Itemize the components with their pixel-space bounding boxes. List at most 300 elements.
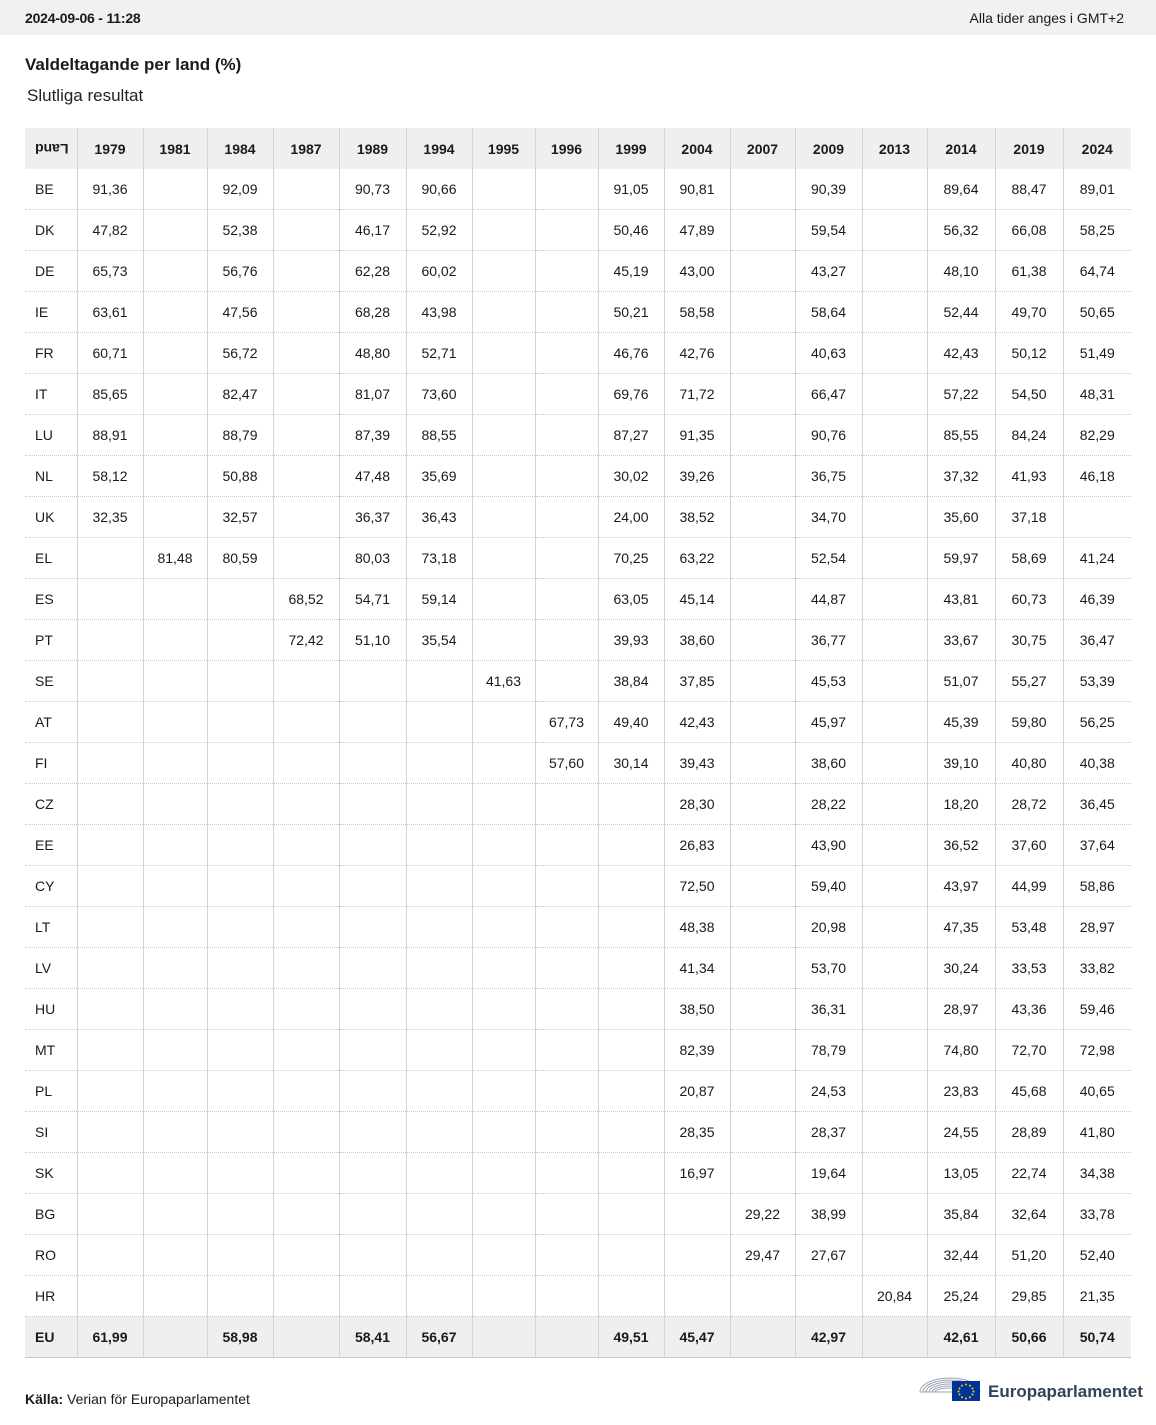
turnout-cell: 52,38 — [207, 210, 273, 251]
turnout-cell — [535, 415, 598, 456]
turnout-cell: 87,39 — [339, 415, 406, 456]
turnout-cell — [143, 292, 207, 333]
turnout-cell: 50,65 — [1063, 292, 1131, 333]
turnout-cell: 46,76 — [598, 333, 664, 374]
turnout-cell — [406, 784, 472, 825]
table-row — [25, 374, 1131, 415]
turnout-cell: 40,80 — [995, 743, 1063, 784]
turnout-cell — [795, 1276, 862, 1317]
turnout-cell — [862, 989, 927, 1030]
turnout-cell: 64,74 — [1063, 251, 1131, 292]
turnout-cell — [730, 784, 795, 825]
table-row — [25, 743, 1131, 784]
turnout-cell: 52,71 — [406, 333, 472, 374]
column-header-year: 1987 — [273, 128, 339, 169]
column-header-year: 1989 — [339, 128, 406, 169]
turnout-cell — [143, 497, 207, 538]
table-row — [25, 866, 1131, 907]
turnout-cell — [207, 1030, 273, 1071]
turnout-cell: 47,89 — [664, 210, 730, 251]
turnout-cell — [273, 497, 339, 538]
turnout-cell: 88,47 — [995, 169, 1063, 210]
turnout-cell — [862, 251, 927, 292]
turnout-cell: 80,03 — [339, 538, 406, 579]
turnout-cell — [143, 661, 207, 702]
turnout-cell — [406, 661, 472, 702]
turnout-cell: 32,44 — [927, 1235, 995, 1276]
turnout-cell — [535, 497, 598, 538]
turnout-cell — [862, 825, 927, 866]
turnout-cell: 38,84 — [598, 661, 664, 702]
turnout-cell — [406, 866, 472, 907]
turnout-cell — [535, 620, 598, 661]
turnout-cell — [77, 907, 143, 948]
turnout-cell: 63,22 — [664, 538, 730, 579]
turnout-cell: 28,22 — [795, 784, 862, 825]
turnout-cell: 48,38 — [664, 907, 730, 948]
turnout-cell — [598, 866, 664, 907]
turnout-cell: 57,60 — [535, 743, 598, 784]
turnout-cell: 51,49 — [1063, 333, 1131, 374]
turnout-cell — [273, 948, 339, 989]
turnout-cell — [862, 538, 927, 579]
turnout-cell: 52,92 — [406, 210, 472, 251]
country-code: PT — [25, 620, 77, 661]
turnout-cell — [406, 948, 472, 989]
table-row — [25, 1276, 1131, 1317]
turnout-cell — [862, 948, 927, 989]
turnout-cell: 50,12 — [995, 333, 1063, 374]
turnout-cell: 41,63 — [472, 661, 535, 702]
turnout-cell: 91,36 — [77, 169, 143, 210]
turnout-cell — [273, 907, 339, 948]
turnout-cell — [730, 415, 795, 456]
turnout-cell: 69,76 — [598, 374, 664, 415]
turnout-cell: 42,76 — [664, 333, 730, 374]
column-header-year: 2024 — [1063, 128, 1131, 169]
turnout-cell — [273, 1317, 339, 1358]
turnout-cell — [339, 1030, 406, 1071]
turnout-cell — [77, 743, 143, 784]
turnout-cell: 30,14 — [598, 743, 664, 784]
turnout-cell: 47,56 — [207, 292, 273, 333]
turnout-cell: 47,48 — [339, 456, 406, 497]
turnout-cell: 40,63 — [795, 333, 862, 374]
turnout-cell: 90,73 — [339, 169, 406, 210]
turnout-cell: 28,72 — [995, 784, 1063, 825]
turnout-cell — [472, 866, 535, 907]
table-row — [25, 989, 1131, 1030]
turnout-cell: 37,64 — [1063, 825, 1131, 866]
turnout-cell: 90,66 — [406, 169, 472, 210]
europarl-logo[interactable] — [918, 1366, 1143, 1407]
turnout-cell: 58,58 — [664, 292, 730, 333]
turnout-cell — [598, 1112, 664, 1153]
turnout-cell: 92,09 — [207, 169, 273, 210]
turnout-cell: 48,31 — [1063, 374, 1131, 415]
turnout-cell — [472, 620, 535, 661]
turnout-cell — [535, 333, 598, 374]
turnout-cell — [472, 743, 535, 784]
turnout-cell — [143, 210, 207, 251]
turnout-cell — [730, 907, 795, 948]
turnout-cell — [406, 1030, 472, 1071]
turnout-cell: 27,67 — [795, 1235, 862, 1276]
turnout-cell: 36,75 — [795, 456, 862, 497]
turnout-cell: 81,48 — [143, 538, 207, 579]
turnout-cell: 73,60 — [406, 374, 472, 415]
turnout-cell — [730, 169, 795, 210]
turnout-cell: 30,75 — [995, 620, 1063, 661]
turnout-cell: 68,28 — [339, 292, 406, 333]
turnout-cell: 60,02 — [406, 251, 472, 292]
column-header-year: 1981 — [143, 128, 207, 169]
turnout-cell — [862, 456, 927, 497]
turnout-cell: 58,86 — [1063, 866, 1131, 907]
column-header-year: 1979 — [77, 128, 143, 169]
table-header-row — [25, 128, 1131, 169]
turnout-cell — [273, 1276, 339, 1317]
turnout-cell — [273, 743, 339, 784]
turnout-cell — [535, 1194, 598, 1235]
column-header-land: Land — [25, 128, 77, 169]
turnout-cell: 51,07 — [927, 661, 995, 702]
turnout-cell: 74,80 — [927, 1030, 995, 1071]
turnout-cell: 59,54 — [795, 210, 862, 251]
turnout-cell — [207, 579, 273, 620]
turnout-cell: 91,35 — [664, 415, 730, 456]
turnout-cell — [273, 702, 339, 743]
turnout-cell — [143, 1194, 207, 1235]
turnout-cell: 45,39 — [927, 702, 995, 743]
turnout-cell: 18,20 — [927, 784, 995, 825]
turnout-cell: 36,37 — [339, 497, 406, 538]
turnout-cell — [273, 456, 339, 497]
turnout-cell: 29,47 — [730, 1235, 795, 1276]
column-header-year: 1995 — [472, 128, 535, 169]
turnout-cell: 33,67 — [927, 620, 995, 661]
country-code: HR — [25, 1276, 77, 1317]
turnout-cell: 26,83 — [664, 825, 730, 866]
turnout-cell — [472, 989, 535, 1030]
turnout-cell: 21,35 — [1063, 1276, 1131, 1317]
turnout-cell: 34,38 — [1063, 1153, 1131, 1194]
turnout-cell: 60,73 — [995, 579, 1063, 620]
turnout-cell: 53,48 — [995, 907, 1063, 948]
turnout-cell — [273, 374, 339, 415]
turnout-cell — [143, 743, 207, 784]
turnout-cell — [77, 989, 143, 1030]
turnout-cell: 70,25 — [598, 538, 664, 579]
turnout-cell — [207, 1071, 273, 1112]
country-code: AT — [25, 702, 77, 743]
turnout-cell — [77, 1153, 143, 1194]
table-row — [25, 415, 1131, 456]
turnout-cell — [862, 292, 927, 333]
turnout-cell: 45,14 — [664, 579, 730, 620]
turnout-cell: 44,87 — [795, 579, 862, 620]
turnout-cell — [406, 1153, 472, 1194]
turnout-cell — [730, 1153, 795, 1194]
turnout-cell — [598, 1071, 664, 1112]
turnout-cell — [472, 1235, 535, 1276]
turnout-cell — [273, 1153, 339, 1194]
turnout-cell: 50,74 — [1063, 1317, 1131, 1358]
turnout-cell — [598, 1153, 664, 1194]
turnout-cell: 43,90 — [795, 825, 862, 866]
country-code: FR — [25, 333, 77, 374]
turnout-cell: 36,77 — [795, 620, 862, 661]
turnout-cell: 19,64 — [795, 1153, 862, 1194]
turnout-cell — [207, 1153, 273, 1194]
turnout-cell: 88,91 — [77, 415, 143, 456]
turnout-cell: 20,98 — [795, 907, 862, 948]
turnout-cell — [664, 1235, 730, 1276]
table-row — [25, 292, 1131, 333]
table-row — [25, 169, 1131, 210]
turnout-cell: 89,64 — [927, 169, 995, 210]
turnout-cell — [339, 702, 406, 743]
turnout-cell — [143, 866, 207, 907]
turnout-cell — [143, 1112, 207, 1153]
turnout-cell — [339, 1071, 406, 1112]
turnout-cell — [730, 374, 795, 415]
turnout-cell: 59,97 — [927, 538, 995, 579]
turnout-cell: 50,88 — [207, 456, 273, 497]
turnout-cell — [535, 825, 598, 866]
turnout-cell: 56,67 — [406, 1317, 472, 1358]
turnout-cell — [472, 251, 535, 292]
turnout-cell — [273, 292, 339, 333]
turnout-cell: 22,74 — [995, 1153, 1063, 1194]
turnout-cell — [273, 169, 339, 210]
turnout-cell: 38,50 — [664, 989, 730, 1030]
turnout-cell: 30,02 — [598, 456, 664, 497]
turnout-cell — [406, 989, 472, 1030]
table-row — [25, 1030, 1131, 1071]
turnout-cell — [339, 743, 406, 784]
country-code: UK — [25, 497, 77, 538]
turnout-cell — [207, 907, 273, 948]
turnout-cell: 85,55 — [927, 415, 995, 456]
turnout-cell — [77, 702, 143, 743]
turnout-cell — [730, 579, 795, 620]
turnout-cell: 43,27 — [795, 251, 862, 292]
turnout-cell: 43,98 — [406, 292, 472, 333]
country-code: DK — [25, 210, 77, 251]
turnout-cell — [406, 907, 472, 948]
turnout-cell: 36,43 — [406, 497, 472, 538]
turnout-cell: 30,24 — [927, 948, 995, 989]
turnout-cell — [598, 1030, 664, 1071]
turnout-cell — [535, 948, 598, 989]
turnout-cell: 51,20 — [995, 1235, 1063, 1276]
table-row — [25, 210, 1131, 251]
turnout-cell — [273, 989, 339, 1030]
turnout-cell — [207, 989, 273, 1030]
turnout-cell — [77, 538, 143, 579]
turnout-cell — [472, 374, 535, 415]
turnout-cell: 90,39 — [795, 169, 862, 210]
turnout-cell — [730, 661, 795, 702]
turnout-cell — [207, 1235, 273, 1276]
table-row — [25, 579, 1131, 620]
turnout-cell — [535, 1071, 598, 1112]
country-code: CY — [25, 866, 77, 907]
turnout-cell — [143, 907, 207, 948]
turnout-cell: 60,71 — [77, 333, 143, 374]
turnout-cell: 59,46 — [1063, 989, 1131, 1030]
turnout-cell — [406, 1276, 472, 1317]
column-header-year: 2004 — [664, 128, 730, 169]
table-row — [25, 1071, 1131, 1112]
turnout-cell: 90,81 — [664, 169, 730, 210]
turnout-cell — [406, 825, 472, 866]
page-subtitle: Slutliga resultat — [27, 86, 144, 105]
turnout-cell — [273, 1071, 339, 1112]
turnout-cell — [472, 1030, 535, 1071]
turnout-cell: 39,43 — [664, 743, 730, 784]
source-note — [25, 1391, 250, 1407]
turnout-cell — [143, 333, 207, 374]
turnout-cell — [273, 251, 339, 292]
turnout-cell: 47,82 — [77, 210, 143, 251]
turnout-cell — [77, 1194, 143, 1235]
turnout-cell: 28,30 — [664, 784, 730, 825]
turnout-cell — [730, 333, 795, 374]
turnout-cell: 52,54 — [795, 538, 862, 579]
turnout-cell: 49,70 — [995, 292, 1063, 333]
turnout-cell: 33,82 — [1063, 948, 1131, 989]
turnout-cell — [207, 825, 273, 866]
turnout-cell — [472, 169, 535, 210]
turnout-cell: 39,10 — [927, 743, 995, 784]
turnout-cell: 34,70 — [795, 497, 862, 538]
turnout-cell — [143, 1071, 207, 1112]
turnout-cell — [207, 661, 273, 702]
turnout-cell — [1063, 497, 1131, 538]
turnout-cell — [143, 702, 207, 743]
turnout-cell — [664, 1194, 730, 1235]
turnout-cell: 20,84 — [862, 1276, 927, 1317]
turnout-cell: 58,98 — [207, 1317, 273, 1358]
turnout-cell — [862, 1317, 927, 1358]
turnout-cell — [598, 1276, 664, 1317]
table-row — [25, 948, 1131, 989]
column-header-year: 2009 — [795, 128, 862, 169]
turnout-cell — [339, 989, 406, 1030]
country-code: MT — [25, 1030, 77, 1071]
turnout-cell — [472, 1194, 535, 1235]
turnout-cell: 48,80 — [339, 333, 406, 374]
turnout-cell — [273, 1194, 339, 1235]
turnout-cell — [535, 456, 598, 497]
turnout-cell — [535, 292, 598, 333]
turnout-cell: 42,43 — [664, 702, 730, 743]
turnout-cell — [472, 579, 535, 620]
turnout-cell: 58,41 — [339, 1317, 406, 1358]
turnout-cell — [77, 620, 143, 661]
turnout-cell — [535, 989, 598, 1030]
turnout-cell — [143, 579, 207, 620]
turnout-cell — [273, 1235, 339, 1276]
turnout-cell — [862, 661, 927, 702]
country-code: IE — [25, 292, 77, 333]
turnout-cell: 43,97 — [927, 866, 995, 907]
turnout-cell — [535, 1317, 598, 1358]
turnout-cell — [535, 1235, 598, 1276]
country-code: NL — [25, 456, 77, 497]
country-code: SK — [25, 1153, 77, 1194]
turnout-cell: 28,35 — [664, 1112, 730, 1153]
turnout-cell: 38,60 — [664, 620, 730, 661]
table-row — [25, 1235, 1131, 1276]
turnout-cell — [339, 1194, 406, 1235]
turnout-cell: 35,54 — [406, 620, 472, 661]
turnout-cell — [77, 784, 143, 825]
turnout-cell: 82,39 — [664, 1030, 730, 1071]
turnout-cell: 37,32 — [927, 456, 995, 497]
turnout-cell — [143, 1153, 207, 1194]
turnout-cell: 13,05 — [927, 1153, 995, 1194]
turnout-cell — [862, 907, 927, 948]
turnout-cell — [730, 1276, 795, 1317]
turnout-cell: 41,24 — [1063, 538, 1131, 579]
turnout-cell: 28,97 — [927, 989, 995, 1030]
turnout-cell — [862, 1153, 927, 1194]
turnout-cell — [406, 1235, 472, 1276]
turnout-cell — [273, 784, 339, 825]
turnout-cell — [598, 907, 664, 948]
table-row — [25, 538, 1131, 579]
turnout-cell — [472, 1071, 535, 1112]
turnout-cell — [406, 702, 472, 743]
table-row — [25, 1112, 1131, 1153]
turnout-cell — [862, 415, 927, 456]
table-row — [25, 333, 1131, 374]
turnout-cell: 58,64 — [795, 292, 862, 333]
turnout-cell — [472, 784, 535, 825]
turnout-cell: 54,50 — [995, 374, 1063, 415]
turnout-cell — [862, 497, 927, 538]
turnout-cell — [339, 866, 406, 907]
turnout-cell: 72,70 — [995, 1030, 1063, 1071]
turnout-cell: 40,65 — [1063, 1071, 1131, 1112]
turnout-cell: 87,27 — [598, 415, 664, 456]
turnout-cell — [207, 1112, 273, 1153]
turnout-cell — [77, 1071, 143, 1112]
turnout-cell — [535, 538, 598, 579]
turnout-cell: 82,29 — [1063, 415, 1131, 456]
turnout-cell: 37,85 — [664, 661, 730, 702]
turnout-cell — [535, 251, 598, 292]
turnout-cell: 91,05 — [598, 169, 664, 210]
turnout-cell — [535, 661, 598, 702]
turnout-cell — [207, 1194, 273, 1235]
turnout-cell — [862, 1235, 927, 1276]
turnout-cell — [535, 169, 598, 210]
turnout-cell — [862, 1030, 927, 1071]
turnout-cell — [339, 1235, 406, 1276]
turnout-cell: 45,47 — [664, 1317, 730, 1358]
country-code: SE — [25, 661, 77, 702]
turnout-cell — [339, 1112, 406, 1153]
turnout-cell — [472, 907, 535, 948]
table-row — [25, 825, 1131, 866]
turnout-cell — [730, 1317, 795, 1358]
turnout-cell: 78,79 — [795, 1030, 862, 1071]
turnout-cell: 58,12 — [77, 456, 143, 497]
